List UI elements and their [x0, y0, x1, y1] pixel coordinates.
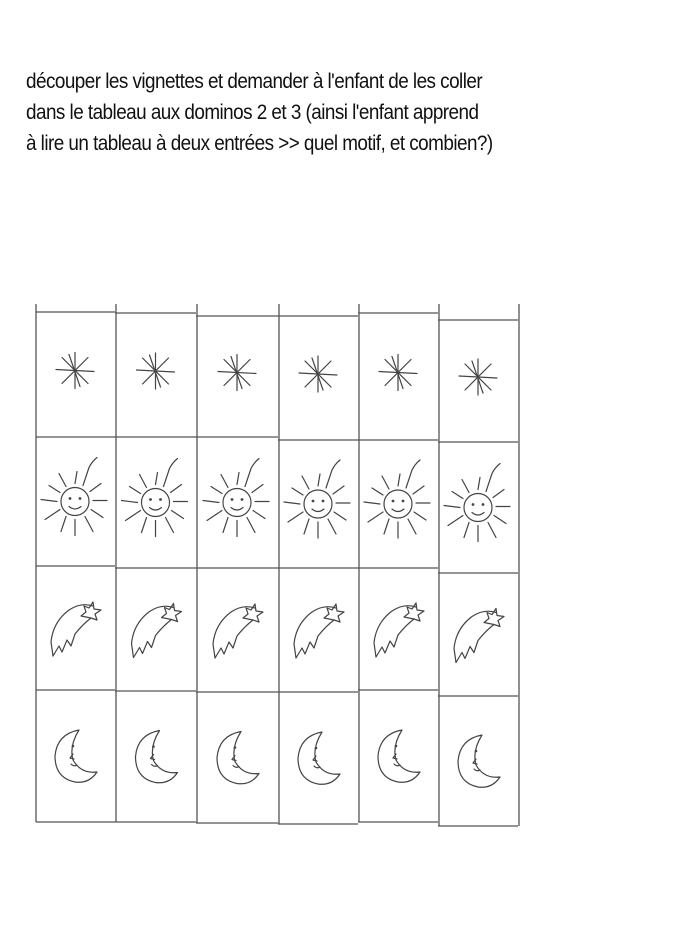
asterisk-star-icon	[459, 359, 497, 395]
sun-icon	[364, 460, 430, 538]
vignette-column	[203, 355, 269, 784]
shooting-star-icon	[213, 604, 263, 658]
vignette-column	[284, 356, 350, 784]
crescent-moon-icon	[55, 730, 97, 782]
crescent-moon-icon	[217, 732, 259, 784]
crescent-moon-icon	[136, 731, 178, 783]
asterisk-star-icon	[299, 356, 337, 392]
instruction-line-3: à lire un tableau à deux entrées >> quel motif, et combien?)	[26, 132, 493, 155]
asterisk-star-icon	[56, 353, 94, 389]
asterisk-star-icon	[137, 353, 175, 389]
crescent-moon-icon	[458, 735, 500, 787]
shooting-star-icon	[294, 604, 344, 658]
shooting-star-icon	[132, 604, 182, 658]
shooting-star-icon	[454, 609, 504, 663]
instruction-line-2: dans le tableau aux dominos 2 et 3 (ainsi l'enfant apprend	[26, 101, 479, 124]
instruction-line-1: découper les vignettes et demander à l'enfant de les coller	[26, 70, 483, 93]
shooting-star-icon	[51, 602, 101, 656]
crescent-moon-icon	[378, 730, 420, 782]
sun-icon	[203, 459, 269, 537]
asterisk-star-icon	[218, 355, 256, 391]
shooting-star-icon	[374, 603, 424, 657]
crescent-moon-icon	[298, 732, 340, 784]
vignette-column	[41, 353, 107, 783]
sun-icon	[284, 460, 350, 538]
sun-icon	[444, 464, 510, 542]
sun-icon	[41, 458, 107, 536]
sun-icon	[122, 459, 188, 537]
asterisk-star-icon	[379, 355, 417, 391]
